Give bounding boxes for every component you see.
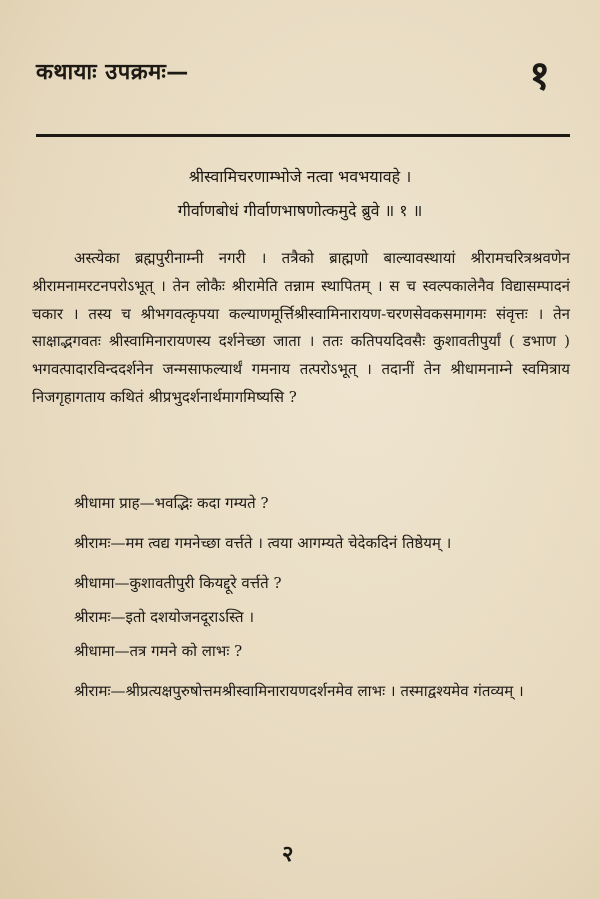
dialogue-block <box>32 489 570 705</box>
paragraph-text: अस्त्येका ब्रह्मपुरीनाम्नी नगरी । तत्रैको ब्राह्मणो बाल्यावस्थायां श्रीरामचरित्रश्रवणेन श्रीरामनामरटनपरोऽभूत् । तेन लोकैः श्रीरामेति तन्नाम स्थापितम् । स च स्वल्पकालेनैव विद्यासम्पादनं चकार । तस्य च श्रीभगवत्कृपया कल्याणमूर्त्तिश्रीस्वामिनारायण-चरणसेवकसमागमः संवृत्तः । तेन साक्षाद्भगवतः श्रीस्वामिनारायणस्य दर्शनेच्छा जाता । ततः कतिपयदिवसैः कुशावतीपुर्यां ( डभाण ) भगवत्पादारविन्ददर्शनेन जन्मसाफल्यार्थं गमनाय तत्परोऽभूत् । तदानीं तेन श्रीधामनाम्ने स्वमित्राय निजगृहागताय कथितं श्रीप्रभुदर्शनार्थमागमिष्यसि ? <box>32 249 570 406</box>
opening-verse <box>40 160 560 228</box>
header-rule <box>36 134 570 137</box>
dialogue-line: श्रीरामः—इतो दशयोजनदूराऽस्ति । <box>74 608 255 626</box>
footer-signature-mark: २ <box>282 841 294 867</box>
page-number: १ <box>529 53 550 99</box>
dialogue-line: श्रीरामः—श्रीप्रत्यक्षपुरुषोत्तमश्रीस्वामिनारायणदर्शनमेव लाभः । तस्माद्वश्यमेव गंतव्यम् । <box>74 682 524 700</box>
chapter-heading: कथायाः उपक्रमः— <box>36 60 189 85</box>
dialogue-line: श्रीधामा प्राह—भवद्भिः कदा गम्यते ? <box>74 494 269 512</box>
dialogue-line: श्रीधामा—कुशावतीपुरी कियद्दूरे वर्त्तते ? <box>74 574 282 592</box>
verse-line-2: गीर्वाणबोधं गीर्वाणभाषणोत्कमुदे ब्रुवे ॥ १ ॥ <box>177 201 423 220</box>
dialogue-line: श्रीधामा—तत्र गमने को लाभः ? <box>74 642 243 660</box>
page-header <box>36 52 564 102</box>
story-paragraph <box>32 245 570 412</box>
verse-line-1: श्रीस्वामिचरणाम्भोजे नत्वा भवभयावहे । <box>188 167 412 186</box>
dialogue-line: श्रीरामः—मम त्वद्य गमनेच्छा वर्त्तते । त्वया आगम्यते चेदेकदिनं तिष्ठेयम् । <box>74 534 452 552</box>
